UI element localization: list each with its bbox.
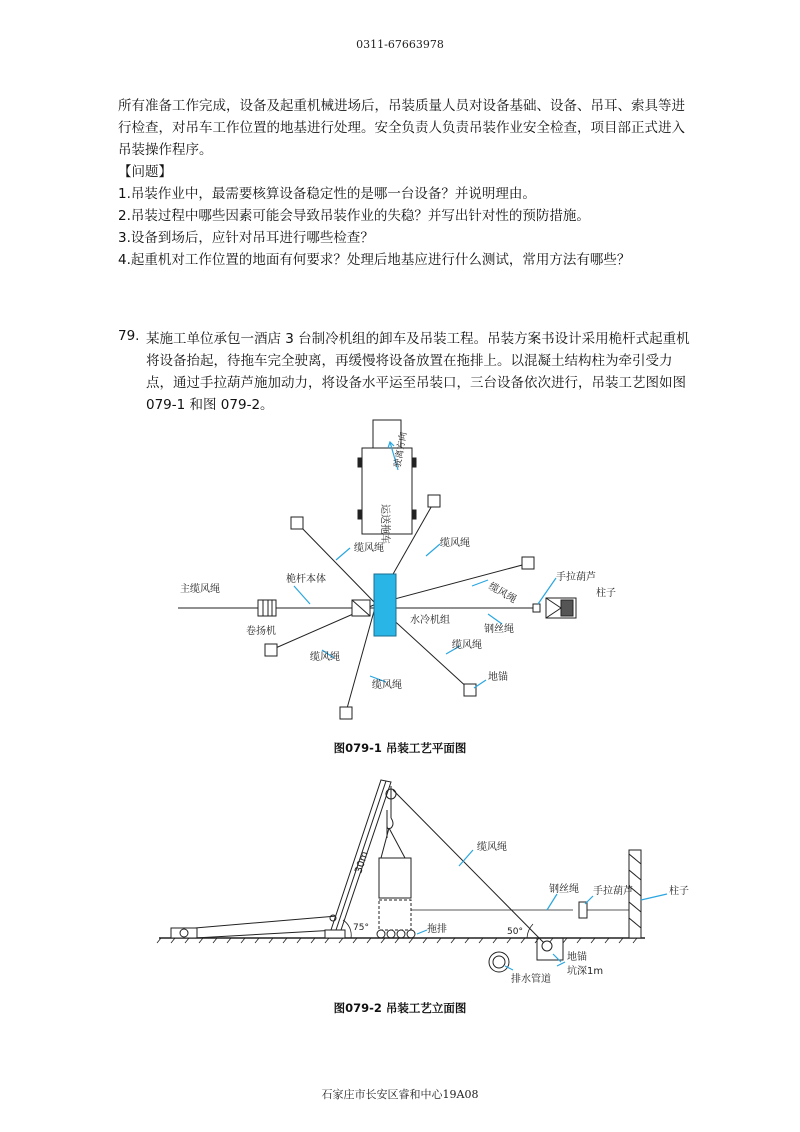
truck-wheel [358,458,362,467]
guy-label-5: 缆风绳 [310,652,340,663]
anchor-block [291,517,303,529]
equipment-target-outline [379,900,411,930]
leader-line [294,586,310,604]
skid-roller [377,930,385,938]
sling [381,828,389,858]
ground-anchor [542,941,552,951]
skid-label: 拖排 [427,924,447,935]
column-label: 柱子 [669,886,689,897]
header-phone: 0311-67663978 [356,38,444,51]
wire-label: 钢丝绳 [549,884,579,895]
truck-wheel [358,510,362,519]
leader-line [488,614,502,624]
leader-line [553,954,561,962]
truck-wheel [412,458,416,467]
intro-section [118,95,692,271]
question-2: 2.吊装过程中哪些因素可能会导致吊装作业的失稳？并写出针对性的预防措施。 [118,208,590,224]
truck-label: 运送拖车 [379,504,390,544]
column-label: 柱子 [596,588,616,599]
wire-label: 钢丝绳 [484,624,514,635]
figure-079-2-elevation [155,770,695,990]
leader-line [641,894,667,900]
anchor-block [522,557,534,569]
leader-line [426,544,440,556]
leader-line [557,962,565,966]
direction-label: 驶离方向 [393,431,410,469]
water-cooled-unit [374,574,396,636]
sling [389,828,405,858]
length-label: 30m [353,850,371,875]
questions-heading: 【问题】 [118,164,172,180]
question-3: 3.设备到场后，应针对吊耳进行哪些检查？ [118,230,374,246]
winch-label: 卷扬机 [246,626,276,637]
guy-label-2: 缆风绳 [440,538,470,549]
leader-line [547,894,557,910]
anchor-block [265,644,277,656]
anchor-block [428,495,440,507]
skid-roller [387,930,395,938]
hoist-label: 手拉葫芦 [556,572,596,583]
footer-address: 石家庄市长安区睿和中心19A08 [321,1088,479,1101]
guy-label-3: 缆风绳 [486,581,518,606]
drain-label: 排水管道 [511,974,551,985]
mast-label: 桅杆本体 [286,574,326,585]
guy-rope [393,790,547,946]
angle-50-label: 50° [507,927,523,937]
anchor-block [464,684,476,696]
skid-roller [407,930,415,938]
figure-079-1-caption: 图079-1 吊装工艺平面图 [333,741,467,755]
leader-line [336,548,350,560]
figure-079-1-plan [170,418,630,738]
leader-line [472,580,488,586]
problem-79-text: 某施工单位承包一酒店 3 台制冷机组的卸车及吊装工程。吊装方案书设计采用桅杆式起重机将设备抬起，待拖车完全驶离，再缓慢将设备放置在拖排上。以混凝土结构柱为牵引受力点，通过手拉葫芦施加动力，将设备水平运至吊装口，三台设备依次进行，吊装工艺图如图 079-1 和图 079-2。 [146,331,690,413]
main-guy-label: 主缆风绳 [180,584,220,595]
main-guy-rope-lower [195,930,337,938]
main-guy-rope [195,916,337,928]
guy-label-1: 缆风绳 [354,543,384,554]
unit-label: 水冷机组 [410,615,450,626]
question-1: 1.吊装作业中，最需要核算设备稳定性的是哪一台设备？并说明理由。 [118,186,536,202]
guy-label-4: 缆风绳 [452,640,482,651]
column [561,600,573,616]
drain-pipe [489,952,509,972]
figure-079-2-caption: 图079-2 吊装工艺立面图 [333,1001,467,1015]
guy-label-6: 缆风绳 [372,680,402,691]
pit-label: 坑深1m [567,966,604,977]
angle-75-label: 75° [353,923,369,933]
leader-line [417,930,427,934]
guy-rope-line [346,604,376,712]
guy-rope-line [298,524,376,604]
anchor-block [340,707,352,719]
skid-roller [397,930,405,938]
anchor-label: 地锚 [567,952,587,963]
winch [258,600,276,616]
hand-hoist [579,902,587,918]
mast-base [325,930,345,938]
problem-number: 79. [118,328,140,344]
question-4: 4.起重机对工作位置的地面有何要求？处理后地基应进行什么测试，常用方法有哪些？ [118,252,631,268]
intro-paragraph: 所有准备工作完成，设备及起重机械进场后，吊装质量人员对设备基础、设备、吊耳、索具等进行检查，对吊车工作位置的地基进行处理。安全负责人负责吊装作业安全检查，项目部正式进入吊装操作程序。 [118,98,685,158]
suspended-equipment [379,858,411,898]
leader-line [585,896,593,904]
hook [387,818,393,829]
guy-label: 缆风绳 [477,842,507,853]
truck-wheel [412,510,416,519]
hand-hoist [533,604,540,612]
hoist-label: 手拉葫芦 [593,886,633,897]
anchor-label: 地锚 [488,672,508,683]
